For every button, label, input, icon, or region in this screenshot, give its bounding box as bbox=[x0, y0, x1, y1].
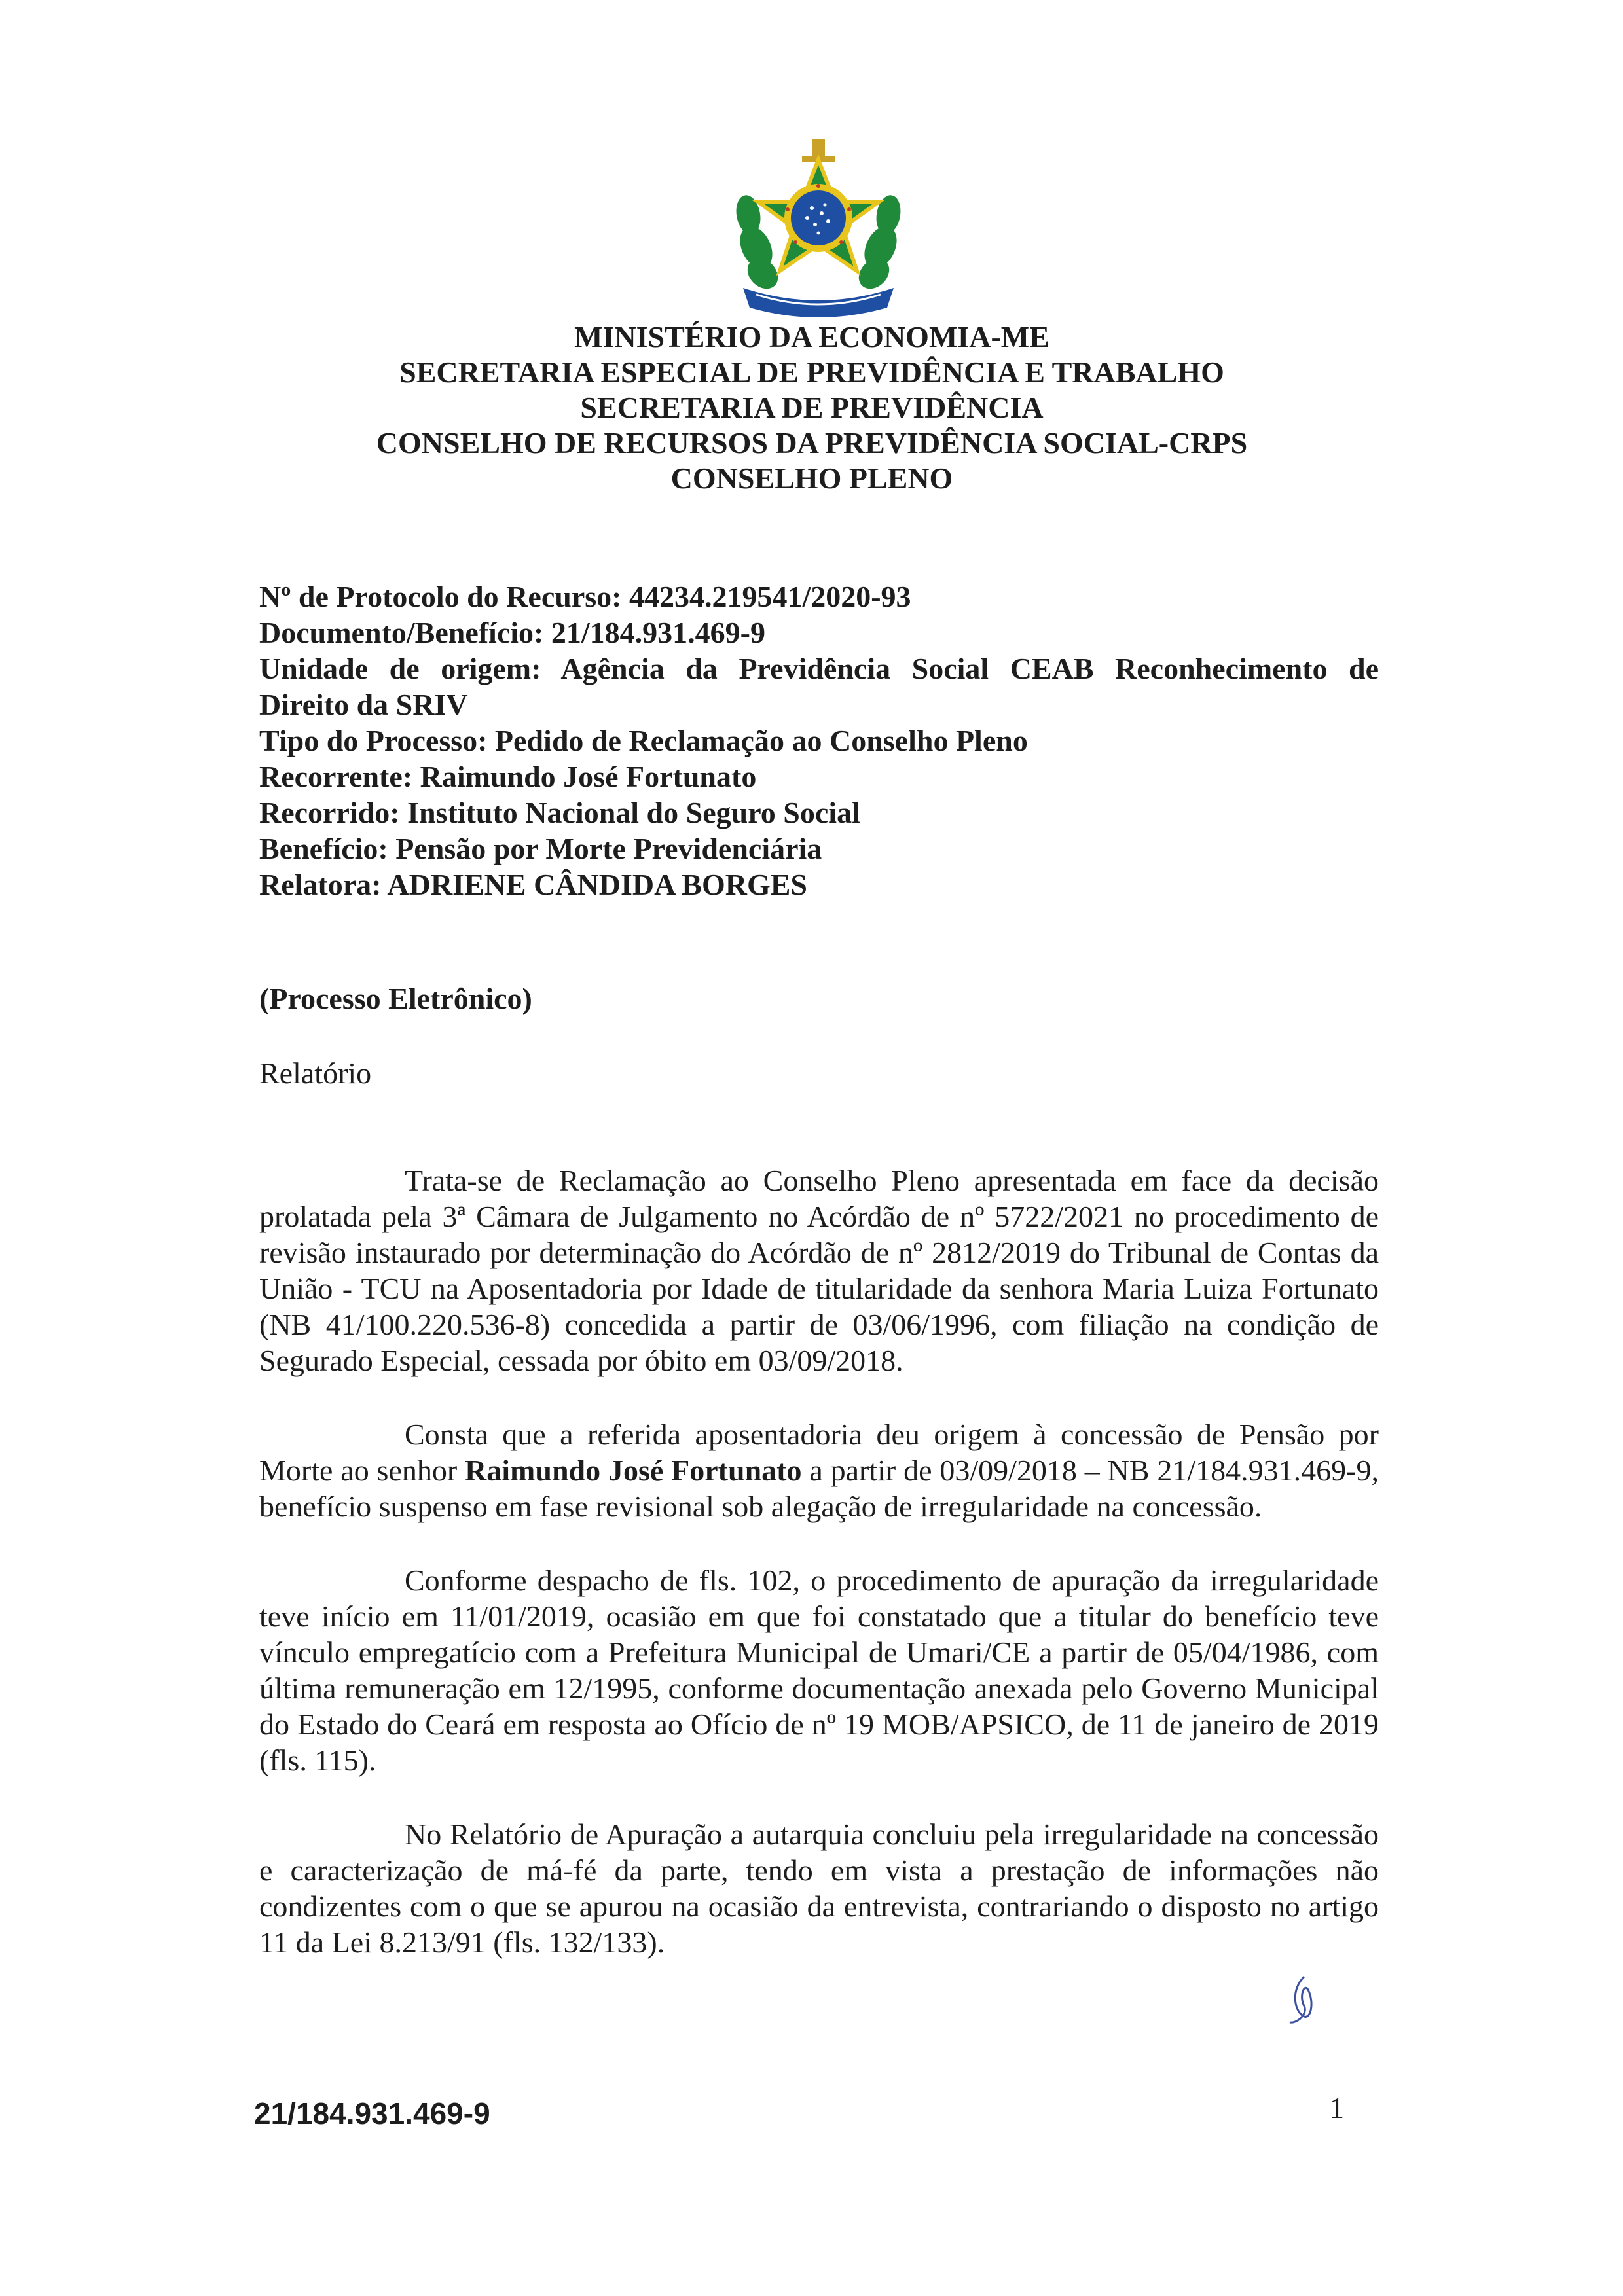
rapporteur: Relatora: ADRIENE CÂNDIDA BORGES bbox=[259, 868, 807, 901]
paragraph-4: No Relatório de Apuração a autarquia concluiu pela irregularidade na concessão e caracterização de má-fé da parte, tendo em vista a prestação de informações não condizentes com o que se apurou na ocasião da entrevista, contrariando o disposto no artigo 11 da Lei 8.213/91 (fls. 132/133). bbox=[259, 1818, 1379, 1959]
benefit-type: Benefício: Pensão por Morte Previdenciária bbox=[259, 832, 822, 865]
report-body bbox=[259, 1162, 1379, 1998]
paragraph-2 bbox=[259, 1416, 1379, 1524]
paragraph-3: Conforme despacho de fls. 102, o procedimento de apuração da irregularidade teve início em 11/01/2019, ocasião em que foi constatado que a titular do benefício teve vínculo empregatício com a Prefeitura Municipal de Umari/CE a partir de 05/04/1986, com última remuneração em 12/1995, conforme documentação anexada pelo Governo Municipal do Estado do Ceará em resposta ao Ofício de nº 19 MOB/APSICO, de 11 de janeiro de 2019 (fls. 115). bbox=[259, 1564, 1379, 1777]
process-type: Tipo do Processo: Pedido de Reclamação ao Conselho Pleno bbox=[259, 724, 1028, 757]
document-header bbox=[196, 319, 1427, 496]
document-benefit: Documento/Benefício: 21/184.931.469-9 bbox=[259, 616, 765, 649]
header-council: CONSELHO DE RECURSOS DA PREVIDÊNCIA SOCIAL-CRPS bbox=[376, 426, 1248, 459]
appellee: Recorrido: Instituto Nacional do Seguro Social bbox=[259, 796, 860, 829]
header-plenary: CONSELHO PLENO bbox=[670, 461, 953, 495]
paragraph-2-end: a partir de 03/09/2018 – NB 21/184.931.469-9, benefício suspenso em fase revisional sob alegação de irregularidade na concessão. bbox=[259, 1454, 1379, 1523]
header-ministry: MINISTÉRIO DA ECONOMIA-ME bbox=[574, 320, 1049, 353]
origin-unit-line1: Unidade de origem: Agência da Previdência Social CEAB Reconhecimento de bbox=[259, 652, 1379, 685]
signature-rubric-icon bbox=[1285, 1970, 1324, 2029]
header-special-secretariat: SECRETARIA ESPECIAL DE PREVIDÊNCIA E TRABALHO bbox=[399, 355, 1224, 389]
protocol-number: Nº de Protocolo do Recurso: 44234.219541/2020-93 bbox=[259, 580, 911, 613]
paragraph-1: Trata-se de Reclamação ao Conselho Pleno apresentada em face da decisão prolatada pela 3ª Câmara de Julgamento no Acórdão de nº 5722/2021 no procedimento de revisão instaurado por determinação do Acórdão de nº 2812/2019 do Tribunal de Contas da União - TCU na Aposentadoria por Idade de titularidade da senhora Maria Luiza Fortunato (NB 41/100.220.536-8) concedida a partir de 03/06/1996, com filiação na condição de Segurado Especial, cessada por óbito em 03/09/2018. bbox=[259, 1164, 1379, 1377]
appellant: Recorrente: Raimundo José Fortunato bbox=[259, 760, 757, 793]
header-secretariat: SECRETARIA DE PREVIDÊNCIA bbox=[580, 391, 1044, 424]
paragraph-2-start: Consta que a referida aposentadoria deu origem à concessão de Pensão por Morte ao senhor bbox=[259, 1418, 1379, 1487]
report-heading: Relatório bbox=[259, 1056, 372, 1090]
case-metadata bbox=[259, 579, 1379, 903]
footer-benefit-number: 21/184.931.469-9 bbox=[254, 2096, 490, 2130]
electronic-process-label: (Processo Eletrônico) bbox=[259, 982, 532, 1015]
appellant-name: Raimundo José Fortunato bbox=[465, 1454, 802, 1487]
page-number: 1 bbox=[1329, 2091, 1344, 2125]
origin-unit-line2: Direito da SRIV bbox=[259, 688, 468, 721]
coat-of-arms-icon bbox=[730, 136, 907, 326]
